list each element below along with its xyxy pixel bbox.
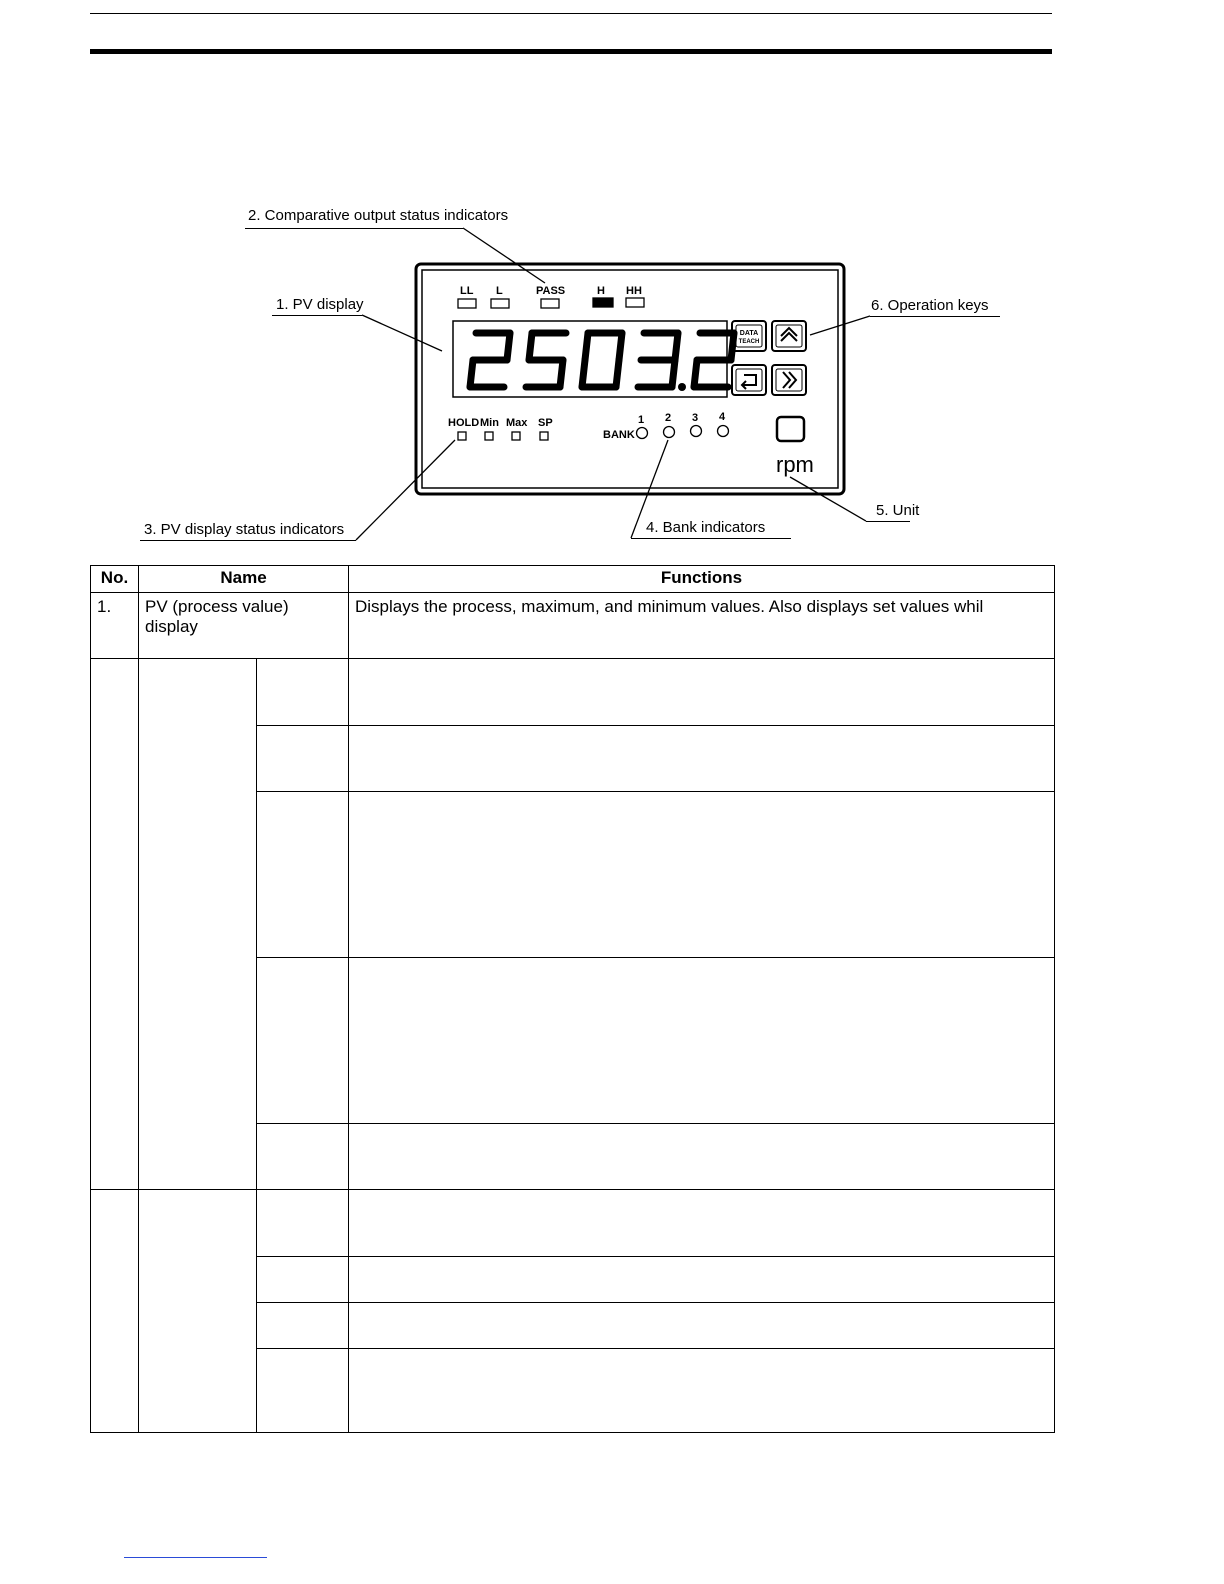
callout-pv-display: 1. PV display [276,296,364,313]
empty-cell [139,1190,257,1433]
row-functions: Displays the process, maximum, and minimum values. Also displays set values whil [349,593,1055,659]
bank-number: 4 [719,411,726,423]
empty-cell [349,726,1055,792]
empty-cell [349,1124,1055,1190]
status-indicator-label: SP [538,417,553,429]
status-indicator-label: HOLD [448,417,480,429]
bank-number: 1 [638,414,645,426]
indicator-label: LL [460,285,474,297]
empty-cell [257,1303,349,1349]
table-header-row [91,566,1055,593]
empty-cell [349,659,1055,726]
h-led-lit [593,298,613,307]
empty-cell [257,1190,349,1257]
callout-comparative-output: 2. Comparative output status indicators [248,207,509,224]
empty-cell [257,958,349,1124]
digit-segment [675,333,678,360]
empty-cell [349,792,1055,958]
callout-bank-indicators: 4. Bank indicators [646,519,766,536]
row-no: 1. [91,593,139,659]
digit-segment [694,360,697,387]
unit-led [777,417,804,441]
empty-cell [257,1257,349,1303]
empty-cell [349,958,1055,1124]
indicator-label: PASS [536,285,566,297]
unit-label: rpm [776,452,814,477]
enter-icon [742,375,756,389]
operation-keys [732,321,806,395]
data-teach-key-label: TEACH [738,339,760,345]
digit-segment [585,333,588,360]
empty-cell [349,1303,1055,1349]
table-row [91,1190,1055,1257]
header-functions: Functions [349,566,1055,593]
seven-segment-digits [470,333,734,391]
empty-cell [257,726,349,792]
pv-display-status-indicators [448,417,553,440]
bank-number: 2 [665,412,672,424]
empty-cell [257,659,349,726]
digit-segment [560,360,563,387]
table-row [91,659,1055,726]
digit-segment [529,333,532,360]
digit-segment [672,360,675,387]
header-no: No. [91,566,139,593]
callout-operation-keys: 6. Operation keys [871,297,989,314]
indicator-label: L [496,285,503,297]
functions-table [90,565,1055,1433]
row-name: PV (process value) display [139,593,349,659]
empty-cell [257,792,349,958]
empty-cell [349,1257,1055,1303]
digit-segment [619,333,622,360]
header-name: Name [139,566,349,593]
status-indicator-label: Min [480,417,499,429]
shift-right-icon [783,372,790,388]
footer-link-underline[interactable] [124,1557,267,1558]
callout-unit: 5. Unit [876,502,920,519]
empty-cell [349,1349,1055,1433]
decimal-point [678,383,686,391]
empty-cell [257,1349,349,1433]
status-indicator-label: Max [506,417,528,429]
device-front-panel [0,0,1224,600]
bank-indicators [603,411,729,441]
bank-number: 3 [692,412,699,424]
digit-segment [582,360,585,387]
bank-label: BANK [603,429,635,441]
digit-segment [507,333,510,360]
comparative-output-indicators [458,285,644,308]
digit-segment [470,360,473,387]
empty-cell [349,1190,1055,1257]
indicator-label: HH [626,285,642,297]
indicator-label: H [597,285,605,297]
empty-cell [91,659,139,1190]
empty-cell [257,1124,349,1190]
table-row [91,593,1055,659]
data-teach-key-label: DATA [739,330,759,337]
empty-cell [91,1190,139,1433]
callout-pv-status: 3. PV display status indicators [144,521,345,538]
digit-segment [616,360,619,387]
empty-cell [139,659,257,1190]
